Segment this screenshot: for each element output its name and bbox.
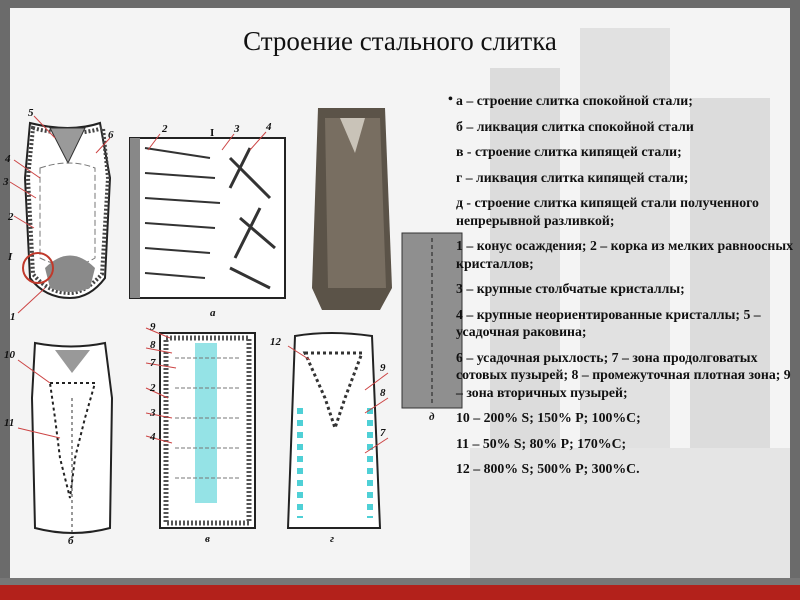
label-a2: 2 [162,123,168,135]
label-v8: 8 [150,339,156,351]
caption-d: д [429,411,435,423]
caption-item: 6 – усадочная рыхлость; 7 – зона продолговатых сотовых пузырей; 8 – промежуточная плотная зона; 9 – зона вторичных пузырей; [456,349,791,400]
caption-item: 4 – крупные неориентированные кристаллы; 5 – усадочная раковина; [456,306,761,339]
label-11: 11 [4,417,15,429]
caption-a: а [210,307,216,319]
label-v9: 9 [150,321,156,333]
caption-b: б [68,535,74,547]
label-3: 3 [3,176,9,188]
caption-item: д - строение слитка кипящей стали полученного непрерывной разливкой; [456,195,759,228]
caption-item: в - строение слитка кипящей стали; [456,144,682,159]
ingot-g [270,333,388,545]
label-v3: 3 [150,407,156,419]
label-v4: 4 [150,431,156,443]
ingot-structure-figure [0,98,466,550]
label-v7: 7 [150,357,156,369]
label-5: 5 [28,107,34,119]
label-a4: 4 [266,121,272,133]
caption-item: 10 – 200% S; 150% P; 100%C; [456,410,641,425]
bullet-icon: • [448,92,453,107]
label-10: 10 [4,349,15,361]
caption-item: 3 – крупные столбчатые кристаллы; [456,281,685,296]
ingot-a-left [2,107,114,323]
label-g9: 9 [380,362,386,374]
caption-list [448,92,794,486]
label-aI: I [210,127,215,139]
caption-item: б – ликвация слитка спокойной стали [456,118,694,134]
label-I: I [8,251,13,263]
caption-item: 12 – 800% S; 500% P; 300%C. [456,461,640,476]
label-2: 2 [8,211,14,223]
caption-g: г [330,533,335,545]
label-1: 1 [10,311,16,323]
ingot-b [4,343,112,547]
label-g12: 12 [270,336,281,348]
caption-v: в [205,533,210,545]
footer-grey-bar [0,578,800,585]
label-6: 6 [108,129,114,141]
caption-item: 11 – 50% S; 80% P; 170%C; [456,435,627,451]
continuous-cast-d [402,233,462,423]
caption-item: г – ликвация слитка кипящей стали; [456,169,689,185]
label-g7: 7 [380,427,386,439]
caption-item: 1 – конус осаждения; 2 – корка из мелких равноосных кристаллов; [456,238,794,271]
label-v2: 2 [150,382,156,394]
footer-red-bar [0,585,800,600]
label-4: 4 [5,153,11,165]
ingot-v [146,321,255,545]
label-g8: 8 [380,387,386,399]
label-a3: 3 [234,123,240,135]
slide-title: Строение стального слитка [243,26,557,56]
crystal-detail-a [130,121,285,319]
ingot-photo [312,108,392,310]
caption-item: а – строение слитка спокойной стали; [456,93,693,108]
